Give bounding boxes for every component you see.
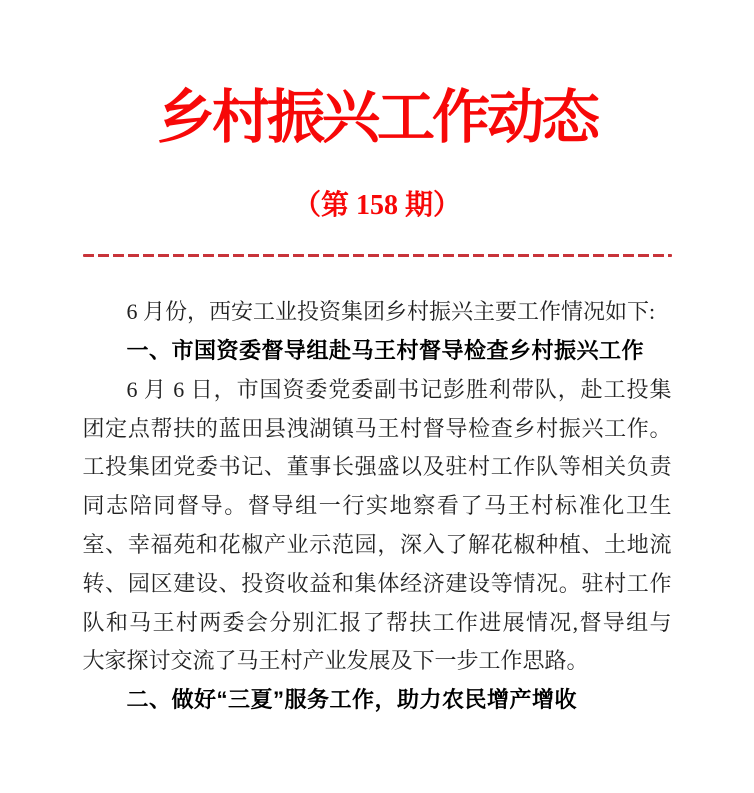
body-text-line: 工投集团党委书记、董事长强盛以及驻村工作队等相关负责 <box>82 454 672 480</box>
body-text-line: 转、园区建设、投资收益和集体经济建设等情况。驻村工作 <box>82 570 672 596</box>
issue-number: （第 158 期） <box>292 189 461 221</box>
document-title: 乡村振兴工作动态 <box>156 85 597 150</box>
body-text-line: 团定点帮扶的蓝田县洩湖镇马王村督导检查乡村振兴工作。 <box>82 415 672 441</box>
section-heading-2: 二、做好“三夏”服务工作，助力农民增产增收 <box>126 687 578 713</box>
body-text-line: 队和马王村两委会分别汇报了帮扶工作进展情况,督导组与 <box>82 609 672 635</box>
red-dashed-divider <box>83 254 672 258</box>
body-text-line: 室、幸福苑和花椒产业示范园，深入了解花椒种植、土地流 <box>82 532 672 558</box>
document-body <box>83 293 672 720</box>
body-text-line: 6 月 6 日，市国资委党委副书记彭胜利带队，赴工投集 <box>126 376 672 402</box>
body-text-line: 大家探讨交流了马王村产业发展及下一步工作思路。 <box>82 648 589 674</box>
body-text-line: 同志陪同督导。督导组一行实地察看了马王村标准化卫生 <box>82 493 672 519</box>
intro-paragraph: 6 月份，西安工业投资集团乡村振兴主要工作情况如下: <box>126 299 656 325</box>
section-heading-1: 一、市国资委督导组赴马王村督导检查乡村振兴工作 <box>126 338 645 364</box>
